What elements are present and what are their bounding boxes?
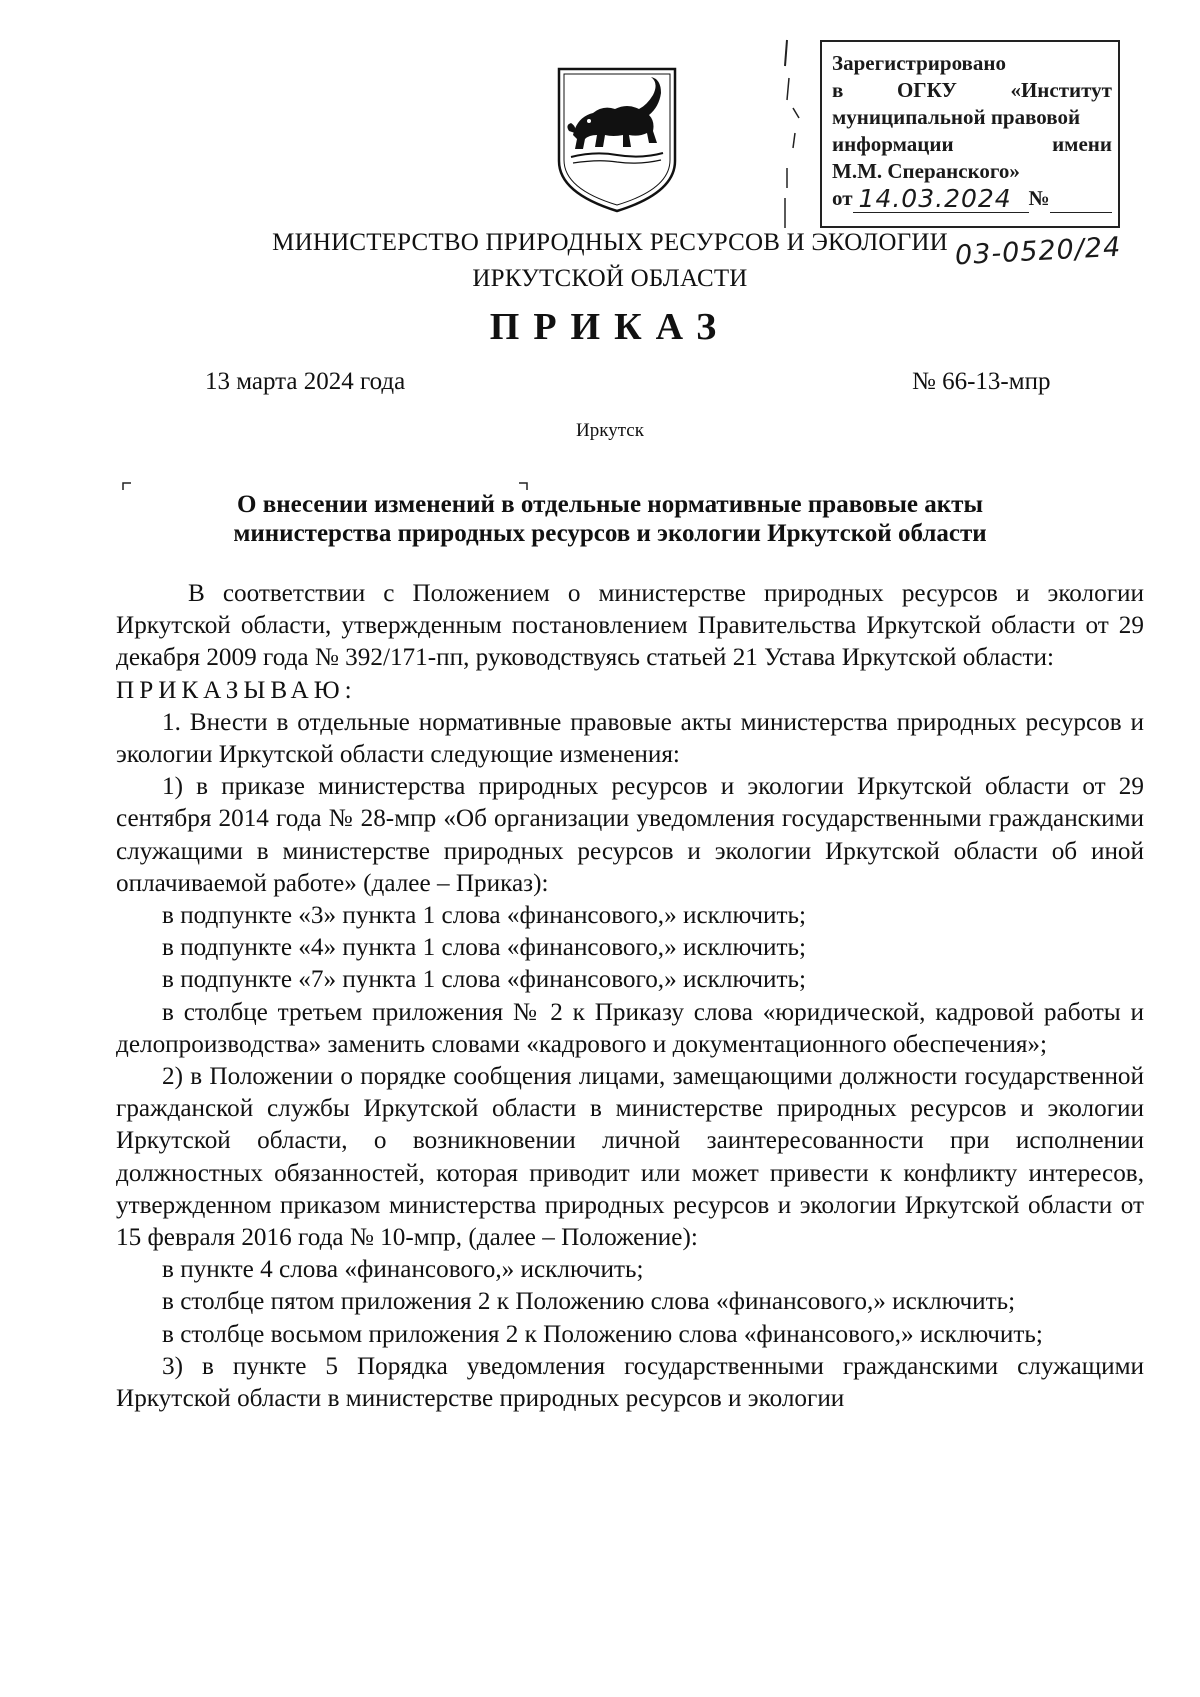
document-type: ПРИКАЗ xyxy=(489,306,731,348)
paragraph-1-2-c: в столбце восьмом приложения 2 к Положению слова «финансового,» исключить; xyxy=(162,1320,1043,1348)
stamp-line-4-left: информации xyxy=(832,132,954,156)
paragraph-1-1-b: в подпункте «4» пункта 1 слова «финансового,» исключить; xyxy=(162,934,806,962)
paragraph-1-1-a: в подпункте «3» пункта 1 слова «финансового,» исключить; xyxy=(162,902,806,930)
preamble-paragraph: В соответствии с Положением о министерстве природных ресурсов и экологии Иркутской области, утвержденным постановлением Правительства Иркутской области от 29 декабря 2009 года № 392/171-пп, руководствуясь статьей 21 Устава Иркутской области: xyxy=(116,580,1144,672)
paragraph-1-2: 2) в Положении о порядке сообщения лицами, замещающими должности государственной гражданской службы Иркутской области в министерстве природных ресурсов и экологии Иркутской области, о возникновении личной заинтересованности при исполнении должностных обязанностей, которая приводит или может привести к конфликту интересов, утвержденном приказом министерства природных ресурсов и экологии Иркутской области от 15 февраля 2016 года № 10-мпр, (далее – Положение): xyxy=(116,1063,1144,1252)
document-date: 13 марта 2024 года xyxy=(205,368,406,395)
title-line-2: министерства природных ресурсов и экологии Иркутской области xyxy=(233,520,987,547)
title-line-1: О внесении изменений в отдельные нормативные правовые акты xyxy=(237,491,983,518)
title-corner-mark-right xyxy=(518,482,528,490)
stamp-number-line xyxy=(1050,185,1112,213)
stamp-line-1: Зарегистрировано xyxy=(832,51,1006,75)
stamp-line-2-left: в xyxy=(832,78,844,102)
title-corner-mark-left xyxy=(122,482,132,490)
coat-of-arms-emblem xyxy=(555,65,679,213)
handwritten-registration-number: 03-0520/24 xyxy=(954,231,1122,272)
paragraph-1: 1. Внести в отдельные нормативные правовые акты министерства природных ресурсов и экологии Иркутской области следующие изменения: xyxy=(116,708,1144,769)
stamp-line-2-mid: ОГКУ xyxy=(896,78,957,102)
stamp-handwritten-date: 14.03.2024 xyxy=(853,185,1029,213)
document-city: Иркутск xyxy=(576,420,644,441)
stamp-date-prefix: от xyxy=(832,186,853,210)
registration-stamp xyxy=(820,40,1120,228)
document-number: № 66-13-мпр xyxy=(912,368,1051,395)
stamp-number-label: № xyxy=(1028,186,1050,210)
ministry-line-2: ИРКУТСКОЙ ОБЛАСТИ xyxy=(472,265,748,292)
stamp-line-5: М.М. Сперанского» xyxy=(832,159,1020,183)
paragraph-1-2-b: в столбце пятом приложения 2 к Положению слова «финансового,» исключить; xyxy=(162,1288,1016,1316)
paragraph-1-1: 1) в приказе министерства природных ресурсов и экологии Иркутской области от 29 сентября 2014 года № 28-мпр «Об организации уведомления государственными гражданскими служащими в министерстве природных ресурсов и экологии Иркутской области об иной оплачиваемой работе» (далее – Приказ): xyxy=(116,773,1144,897)
ministry-name xyxy=(0,225,1200,297)
order-word: ПРИКАЗЫВАЮ: xyxy=(116,676,357,704)
margin-marks xyxy=(775,38,805,238)
stamp-line-2-right: «Институт xyxy=(1010,78,1112,102)
paragraph-1-2-a: в пункте 4 слова «финансового,» исключить; xyxy=(162,1256,644,1284)
paragraph-1-3: 3) в пункте 5 Порядка уведомления государственными гражданскими служащими Иркутской области в министерстве природных ресурсов и экологии xyxy=(116,1352,1144,1413)
stamp-line-3: муниципальной правовой xyxy=(832,105,1081,129)
paragraph-1-1-c: в подпункте «7» пункта 1 слова «финансового,» исключить; xyxy=(162,966,806,994)
paragraph-1-1-d: в столбце третьем приложения № 2 к Приказу слова «юридической, кадровой работы и делопроизводства» заменить словами «кадрового и документационного обеспечения»; xyxy=(116,998,1144,1058)
document-body xyxy=(116,578,1144,1415)
ministry-line-1: МИНИСТЕРСТВО ПРИРОДНЫХ РЕСУРСОВ И ЭКОЛОГИИ xyxy=(272,229,948,256)
document-title xyxy=(160,490,1060,548)
stamp-line-4-right: имени xyxy=(1052,132,1112,156)
